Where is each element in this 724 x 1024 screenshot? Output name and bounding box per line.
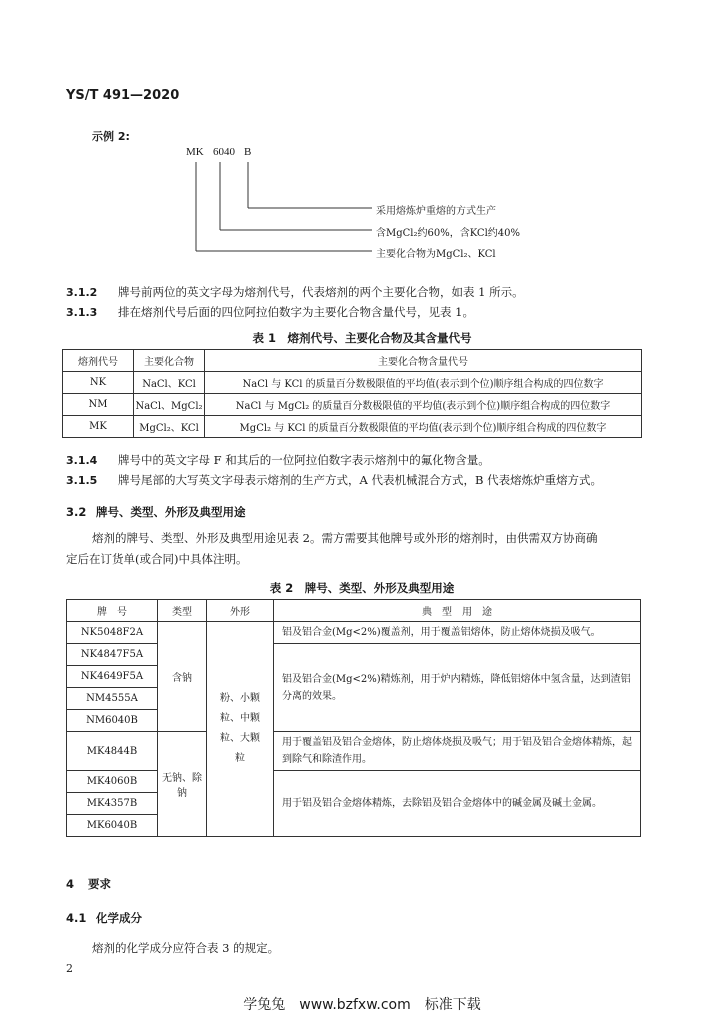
table1-header: 主要化合物含量代号 [205, 350, 642, 372]
code-part-method: B [244, 146, 252, 158]
grade-cell: MK4844B [67, 732, 158, 771]
clause-number: 3.1.4 [66, 454, 98, 467]
table-cell: NM [63, 394, 134, 416]
table-cell: NK [63, 372, 134, 394]
table1-header: 主要化合物 [134, 350, 205, 372]
table-row [67, 644, 641, 666]
clause-text: 排在熔剂代号后面的四位阿拉伯数字为主要化合物含量代号，见表 1。 [118, 305, 474, 319]
use-cell: 用于铝及铝合金熔体精炼，去除铝及铝合金熔体中的碱金属及碱土金属。 [274, 771, 641, 837]
code-part-prefix: MK [186, 146, 204, 158]
table-cell: NaCl、KCl [134, 372, 205, 394]
section-4-1-para: 熔剂的化学成分应符合表 3 的规定。 [92, 941, 280, 955]
table2-header: 类型 [158, 600, 207, 622]
table-row [67, 732, 641, 771]
clause-3-1-3 [66, 304, 474, 320]
page-number: 2 [66, 962, 73, 975]
table2-header: 牌 号 [67, 600, 158, 622]
type-cell: 无钠、除钠 [158, 732, 207, 837]
section-title: 牌号、类型、外形及典型用途 [96, 505, 246, 519]
grade-cell: NK4847F5A [67, 644, 158, 666]
table1 [62, 349, 642, 438]
clause-text: 牌号中的英文字母 F 和其后的一位阿拉伯数字表示熔剂中的氟化物含量。 [118, 453, 490, 467]
clause-number: 3.1.3 [66, 306, 98, 319]
section-4-1-heading [66, 910, 142, 926]
section-number: 4 [66, 877, 75, 891]
section-title: 化学成分 [96, 911, 142, 925]
grade-cell: NM4555A [67, 688, 158, 710]
standard-code: YS/T 491—2020 [66, 88, 180, 103]
section-4-heading [66, 876, 111, 892]
section-number: 3.2 [66, 505, 87, 519]
table-cell: MgCl₂、KCl [134, 416, 205, 438]
table1-caption: 表 1 熔剂代号、主要化合物及其含量代号 [252, 331, 472, 345]
section-3-2-para-line2: 定后在订货单(或合同)中具体注明。 [66, 552, 248, 566]
type-cell: 含钠 [158, 622, 207, 732]
grade-cell: MK4060B [67, 771, 158, 793]
example-desc-content: 含MgCl₂约60%，含KCl约40% [376, 228, 521, 239]
watermark-footer: 学兔兔 www.bzfxw.com 标准下载 [243, 997, 481, 1013]
example-label: 示例 2: [92, 130, 130, 143]
table2 [66, 599, 641, 837]
table-row [67, 771, 641, 793]
use-cell: 用于覆盖铝及铝合金熔体，防止熔体烧损及吸气；用于铝及铝合金熔体精炼，起到除气和除渣作用。 [274, 732, 641, 771]
grade-cell: NM6040B [67, 710, 158, 732]
example-desc-method: 采用熔炼炉重熔的方式生产 [376, 206, 496, 217]
clause-3-1-5 [66, 472, 602, 488]
example-connector-lines [0, 0, 724, 270]
table-cell: NaCl 与 MgCl₂ 的质量百分数极限值的平均值(表示到个位)顺序组合构成的四位数字 [205, 394, 642, 416]
table-row [63, 394, 642, 416]
table-cell: MgCl₂ 与 KCl 的质量百分数极限值的平均值(表示到个位)顺序组合构成的四位数字 [205, 416, 642, 438]
grade-cell: NK4649F5A [67, 666, 158, 688]
clause-number: 3.1.2 [66, 286, 98, 299]
code-part-content: 6040 [213, 146, 235, 158]
example-desc-compound: 主要化合物为MgCl₂、KCl [376, 249, 496, 260]
clause-3-1-4 [66, 452, 490, 468]
table-row [63, 416, 642, 438]
section-number: 4.1 [66, 911, 87, 925]
use-cell: 铝及铝合金(Mg<2%)覆盖剂，用于覆盖铝熔体，防止熔体烧损及吸气。 [274, 622, 641, 644]
use-cell: 铝及铝合金(Mg<2%)精炼剂，用于炉内精炼，降低铝熔体中氢含量，达到渣铝分离的效果。 [274, 644, 641, 732]
section-3-2-heading [66, 504, 246, 520]
clause-text: 牌号前两位的英文字母为熔剂代号，代表熔剂的两个主要化合物，如表 1 所示。 [118, 285, 524, 299]
grade-cell: NK5048F2A [67, 622, 158, 644]
table-cell: MK [63, 416, 134, 438]
clause-number: 3.1.5 [66, 474, 98, 487]
table2-caption: 表 2 牌号、类型、外形及典型用途 [269, 581, 455, 595]
table-row [67, 622, 641, 644]
section-3-2-para-line1: 熔剂的牌号、类型、外形及典型用途见表 2。需方需要其他牌号或外形的熔剂时，由供需双方协商确 [92, 531, 598, 545]
table1-header: 熔剂代号 [63, 350, 134, 372]
section-title: 要求 [88, 877, 111, 891]
grade-cell: MK4357B [67, 793, 158, 815]
table2-header: 典 型 用 途 [274, 600, 641, 622]
table-cell: NaCl 与 KCl 的质量百分数极限值的平均值(表示到个位)顺序组合构成的四位数字 [205, 372, 642, 394]
table2-header: 外形 [207, 600, 274, 622]
table-row [63, 372, 642, 394]
clause-3-1-2 [66, 284, 524, 300]
table-cell: NaCl、MgCl₂ [134, 394, 205, 416]
shape-cell: 粉、小颗粒、中颗粒、大颗粒 [207, 622, 274, 837]
grade-cell: MK6040B [67, 815, 158, 837]
clause-text: 牌号尾部的大写英文字母表示熔剂的生产方式，A 代表机械混合方式，B 代表熔炼炉重熔方式。 [118, 473, 603, 487]
